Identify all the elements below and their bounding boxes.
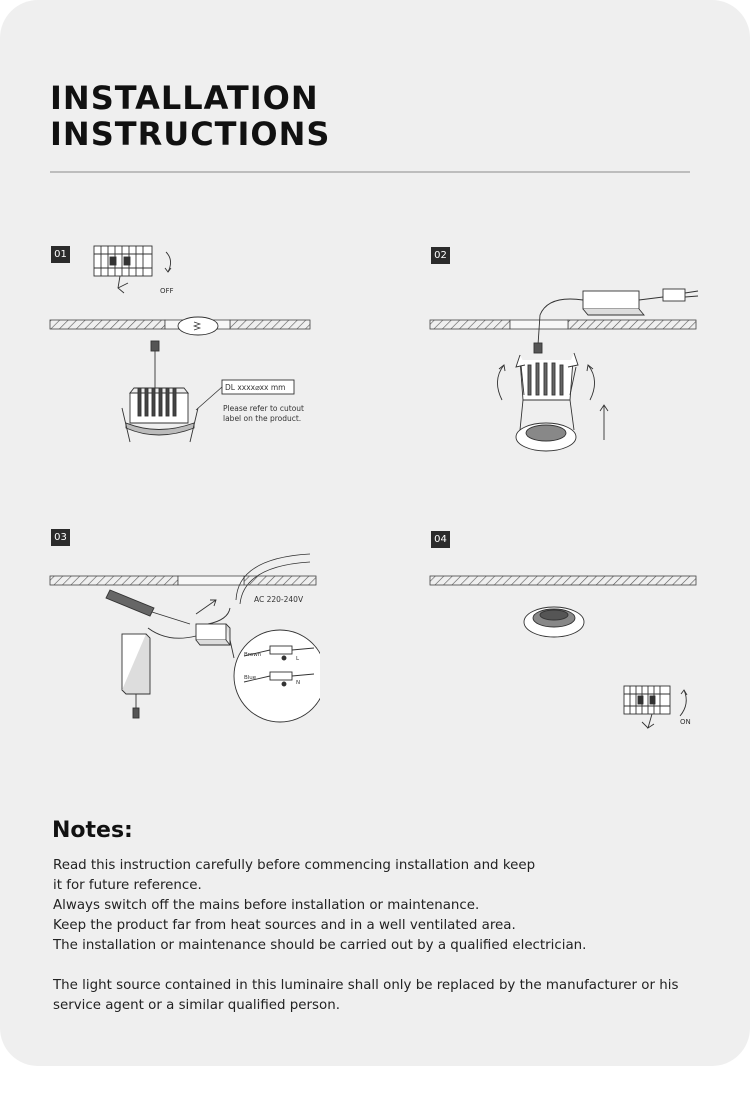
step-02-diagram (428, 275, 700, 465)
title-line-2: INSTRUCTIONS (50, 115, 331, 153)
voltage-label: AC 220-240V (254, 595, 304, 604)
note-line: service agent or a similar qualified person. (53, 998, 340, 1013)
blue-wire-label: Blue (244, 675, 257, 681)
cutout-note-line-1: Please refer to cutout (223, 404, 304, 413)
step-01-off-label: OFF (160, 287, 174, 295)
step-04-on-label: ON (680, 718, 691, 726)
circuit-breaker-icon (624, 686, 687, 728)
neutral-terminal-label: N (296, 680, 301, 686)
step-02-badge: 02 (431, 247, 450, 264)
note-line: Always switch off the mains before installation or maintenance. (53, 898, 480, 913)
note-spacer (53, 956, 713, 976)
screwdriver-icon (106, 590, 230, 624)
note-line: The light source contained in this luminaire shall only be replaced by the manufacturer or his (53, 978, 679, 993)
page-title (50, 80, 330, 152)
step-04-badge: 04 (431, 531, 450, 548)
step-03-diagram (48, 548, 320, 728)
step-01-badge: 01 (51, 246, 70, 263)
step-01-diagram (48, 238, 320, 448)
live-terminal-label: L (296, 656, 300, 662)
note-line: Read this instruction carefully before commencing installation and keep (53, 858, 536, 873)
ceiling-section (430, 576, 696, 585)
note-line: Keep the product far from heat sources and in a well ventilated area. (53, 918, 516, 933)
cutout-note-line-2: label on the product. (223, 414, 302, 423)
notes-body (53, 856, 713, 1016)
ceiling-section (430, 320, 696, 329)
note-line: it for future reference. (53, 878, 202, 893)
notes-heading: Notes: (52, 818, 133, 843)
note-line: The installation or maintenance should be carried out by a qualified electrician. (53, 938, 587, 953)
ceiling-section (50, 317, 310, 335)
brown-wire-label: Brown (244, 652, 262, 658)
title-line-1: INSTALLATION (50, 79, 319, 117)
step-03-badge: 03 (51, 529, 70, 546)
driver-box-icon (122, 624, 230, 718)
step-04-diagram (428, 566, 700, 736)
downlight-fixture-icon (516, 343, 578, 451)
cutout-size-label: DL xxxx⌀xx mm (225, 383, 286, 392)
downlight-fixture-icon (122, 341, 198, 442)
circuit-breaker-icon (94, 246, 171, 293)
driver-box-icon (538, 289, 698, 345)
downlight-fixture-icon (524, 607, 584, 637)
title-divider (50, 171, 690, 173)
